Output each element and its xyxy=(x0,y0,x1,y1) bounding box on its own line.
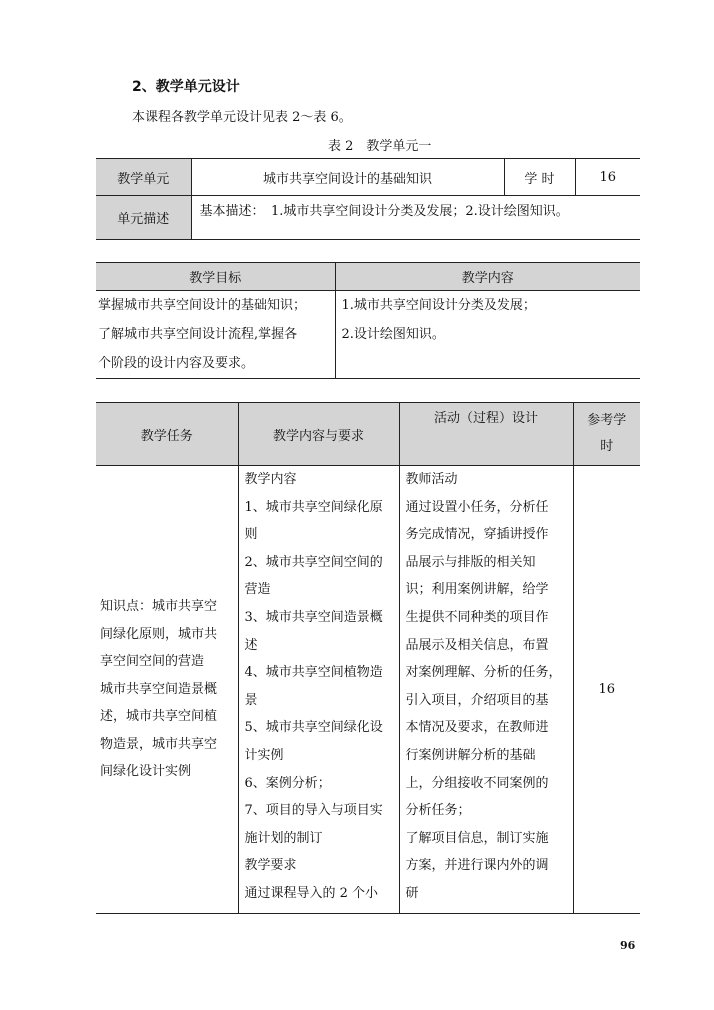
activity-line: 本情况及要求，在教师进 xyxy=(405,720,549,736)
requirement-line: 7、项目的导入与项目实 xyxy=(244,803,383,819)
task-line: 物造景，城市共享空 xyxy=(100,736,218,752)
activity-line: 行案例讲解分析的基础 xyxy=(405,747,536,763)
requirement-line: 通过课程导入的 2 个小 xyxy=(244,885,379,901)
goal-line: 掌握城市共享空间设计的基础知识； xyxy=(98,298,307,313)
requirement-line: 2、城市共享空间空间的 xyxy=(244,554,383,570)
task-line: 间绿化设计实例 xyxy=(100,764,192,780)
task-line: 间绿化原则，城市共 xyxy=(100,626,218,642)
activity-line: 研 xyxy=(405,885,419,901)
content-header: 教学内容 xyxy=(335,263,640,291)
hours-value: 16 xyxy=(575,159,640,196)
ref-hours-header-line: 时 xyxy=(600,439,614,454)
requirement-line: 计实例 xyxy=(244,747,284,763)
requirement-line: 教学内容 xyxy=(244,472,297,487)
goals-table xyxy=(96,262,640,379)
task-line: 述，城市共享空间植 xyxy=(100,709,218,725)
desc-label: 单元描述 xyxy=(96,196,191,240)
requirement-line: 3、城市共享空间造景概 xyxy=(244,609,383,625)
ref-hours-value: 16 xyxy=(573,466,640,914)
task-table xyxy=(96,402,640,914)
activity-line: 引入项目，介绍项目的基 xyxy=(405,692,549,708)
activity-line: 品展示及相关信息，布置 xyxy=(405,637,549,653)
activity-line: 通过设置小任务，分析任 xyxy=(405,499,549,515)
activity-line: 对案例理解、分析的任务， xyxy=(405,665,562,681)
activity-line: 上，分组接收不同案例的 xyxy=(405,775,549,791)
goal-cell xyxy=(96,291,335,379)
task-line: 城市共享空间造景概 xyxy=(100,681,218,697)
intro-text: 本课程各教学单元设计见表 2～表 6。 xyxy=(132,110,352,125)
unit-label: 教学单元 xyxy=(96,159,191,196)
task-line: 享空间空间的营造 xyxy=(100,654,205,670)
requirement-line: 教学要求 xyxy=(244,858,297,874)
section-heading: 2、教学单元设计 xyxy=(132,79,240,95)
ref-hours-header xyxy=(573,403,640,466)
task-header: 教学任务 xyxy=(96,403,238,466)
requirement-line: 6、案例分析； xyxy=(244,775,331,791)
goal-header: 教学目标 xyxy=(96,263,335,291)
content-line: 1.城市共享空间设计分类及发展； xyxy=(341,298,536,313)
unit-name: 城市共享空间设计的基础知识 xyxy=(191,159,504,196)
ref-hours-header-line: 参考学 xyxy=(587,413,627,428)
activity-cell xyxy=(399,466,573,914)
requirement-line: 施计划的制订 xyxy=(244,830,323,846)
activity-line: 了解项目信息，制订实施 xyxy=(405,830,549,846)
requirement-cell xyxy=(238,466,399,914)
activity-line: 品展示与排版的相关知 xyxy=(405,554,536,570)
desc-text: 基本描述： 1.城市共享空间设计分类及发展；2.设计绘图知识。 xyxy=(191,196,640,240)
activity-line: 方案，并进行课内外的调 xyxy=(405,858,549,874)
goal-line: 个阶段的设计内容及要求。 xyxy=(98,356,255,371)
requirement-line: 4、城市共享空间植物造 xyxy=(244,665,383,681)
goal-line: 了解城市共享空间设计流程,掌握各 xyxy=(98,327,298,342)
activity-line: 生提供不同种类的项目作 xyxy=(405,609,549,625)
content-cell xyxy=(335,291,640,379)
requirement-line: 5、城市共享空间绿化设 xyxy=(244,720,383,736)
activity-line: 分析任务； xyxy=(405,803,471,819)
requirement-line: 1、城市共享空间绿化原 xyxy=(244,499,383,515)
requirement-line: 营造 xyxy=(244,582,271,598)
activity-line: 务完成情况，穿插讲授作 xyxy=(405,527,549,543)
task-cell xyxy=(96,466,238,914)
requirement-line: 述 xyxy=(244,637,258,653)
requirement-line: 景 xyxy=(244,692,258,708)
unit-table xyxy=(96,158,640,240)
activity-line: 教师活动 xyxy=(405,472,458,487)
task-line: 知识点：城市共享空 xyxy=(100,598,218,614)
activity-header: 活动（过程）设计 xyxy=(399,403,573,466)
page-number: 96 xyxy=(620,939,636,952)
content-line: 2.设计绘图知识。 xyxy=(341,327,445,342)
table-caption: 表 2 教学单元一 xyxy=(328,139,432,154)
hours-label: 学 时 xyxy=(504,159,575,196)
activity-line: 识；利用案例讲解，给学 xyxy=(405,582,549,598)
requirement-line: 则 xyxy=(244,527,258,543)
requirement-header: 教学内容与要求 xyxy=(238,403,399,466)
